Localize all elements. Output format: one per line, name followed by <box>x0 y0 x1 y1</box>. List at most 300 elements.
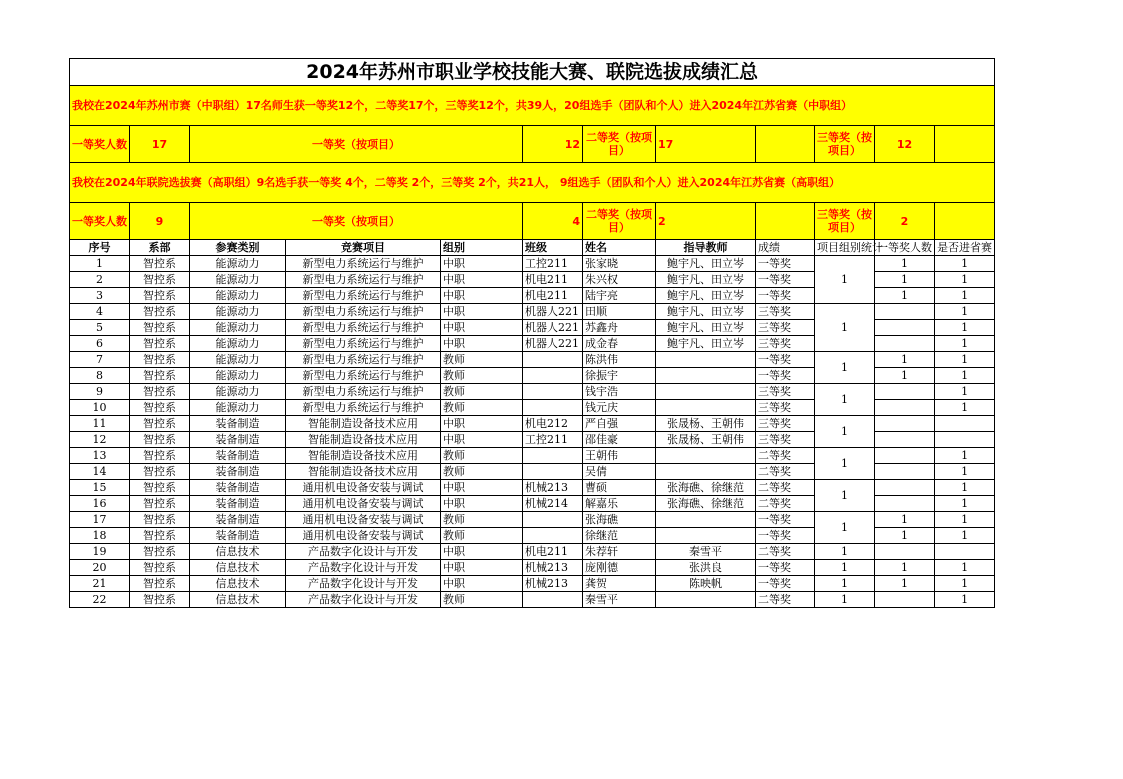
row-dept: 智控系 <box>130 416 190 432</box>
row-name: 成金春 <box>583 336 656 352</box>
row-first-count: 1 <box>875 352 935 368</box>
row-group-stats: 1 <box>815 448 875 480</box>
row-dept: 智控系 <box>130 560 190 576</box>
row-provincial <box>935 432 995 448</box>
row-teacher <box>656 368 756 384</box>
table-row <box>70 416 995 432</box>
row-score: 三等奖 <box>756 400 815 416</box>
row-first-count <box>875 384 935 400</box>
row-category: 能源动力 <box>190 384 286 400</box>
blank-cell <box>756 126 815 163</box>
row-class: 工控211 <box>523 256 583 272</box>
row-teacher: 张海礁、徐继范 <box>656 480 756 496</box>
third-prize-label: 三等奖（按项目） <box>815 203 875 240</box>
row-no: 3 <box>70 288 130 304</box>
row-provincial: 1 <box>935 480 995 496</box>
row-category: 能源动力 <box>190 368 286 384</box>
row-name: 朱荐轩 <box>583 544 656 560</box>
row-dept: 智控系 <box>130 576 190 592</box>
row-score: 一等奖 <box>756 368 815 384</box>
row-score: 三等奖 <box>756 384 815 400</box>
row-provincial: 1 <box>935 400 995 416</box>
row-first-count <box>875 400 935 416</box>
row-item: 新型电力系统运行与维护 <box>286 272 441 288</box>
row-category: 装备制造 <box>190 496 286 512</box>
row-category: 信息技术 <box>190 576 286 592</box>
row-class <box>523 352 583 368</box>
row-name: 严自强 <box>583 416 656 432</box>
row-category: 能源动力 <box>190 352 286 368</box>
row-no: 1 <box>70 256 130 272</box>
row-name: 解嘉乐 <box>583 496 656 512</box>
row-group: 教师 <box>441 368 523 384</box>
row-class <box>523 384 583 400</box>
first-prize-by-item-label: 一等奖（按项目） <box>190 203 523 240</box>
row-teacher: 鲍宇凡、田立岑 <box>656 288 756 304</box>
header-score: 成绩 <box>756 240 815 256</box>
row-teacher: 张晟杨、王朝伟 <box>656 416 756 432</box>
row-class: 机械213 <box>523 576 583 592</box>
row-no: 2 <box>70 272 130 288</box>
first-prize-by-item-label: 一等奖（按项目） <box>190 126 523 163</box>
page-title: 2024年苏州市职业学校技能大赛、联院选拔成绩汇总 <box>70 59 995 86</box>
row-name: 王朝伟 <box>583 448 656 464</box>
row-dept: 智控系 <box>130 288 190 304</box>
row-category: 装备制造 <box>190 464 286 480</box>
row-item: 新型电力系统运行与维护 <box>286 368 441 384</box>
row-provincial: 1 <box>935 352 995 368</box>
row-group-stats: 1 <box>815 544 875 560</box>
header-name: 姓名 <box>583 240 656 256</box>
row-provincial: 1 <box>935 528 995 544</box>
table-row <box>70 560 995 576</box>
row-dept: 智控系 <box>130 384 190 400</box>
third-prize-value: 12 <box>875 126 935 163</box>
row-category: 装备制造 <box>190 480 286 496</box>
row-no: 14 <box>70 464 130 480</box>
row-category: 装备制造 <box>190 416 286 432</box>
row-name: 徐继范 <box>583 528 656 544</box>
row-item: 智能制造设备技术应用 <box>286 416 441 432</box>
row-first-count <box>875 544 935 560</box>
row-no: 13 <box>70 448 130 464</box>
row-provincial: 1 <box>935 304 995 320</box>
row-category: 信息技术 <box>190 560 286 576</box>
table-row <box>70 480 995 496</box>
row-group: 中职 <box>441 304 523 320</box>
row-item: 新型电力系统运行与维护 <box>286 288 441 304</box>
table-header <box>70 240 995 256</box>
row-class: 机械214 <box>523 496 583 512</box>
row-item: 智能制造设备技术应用 <box>286 448 441 464</box>
row-group: 中职 <box>441 544 523 560</box>
row-dept: 智控系 <box>130 368 190 384</box>
row-name: 陈洪伟 <box>583 352 656 368</box>
row-first-count <box>875 416 935 432</box>
row-name: 钱元庆 <box>583 400 656 416</box>
row-group: 中职 <box>441 272 523 288</box>
row-provincial: 1 <box>935 384 995 400</box>
row-item: 智能制造设备技术应用 <box>286 432 441 448</box>
row-item: 产品数字化设计与开发 <box>286 560 441 576</box>
row-item: 新型电力系统运行与维护 <box>286 304 441 320</box>
row-teacher <box>656 464 756 480</box>
row-no: 20 <box>70 560 130 576</box>
row-dept: 智控系 <box>130 496 190 512</box>
row-provincial <box>935 416 995 432</box>
row-group: 教师 <box>441 592 523 608</box>
row-class: 机电212 <box>523 416 583 432</box>
row-class <box>523 448 583 464</box>
row-category: 能源动力 <box>190 304 286 320</box>
row-provincial: 1 <box>935 368 995 384</box>
row-dept: 智控系 <box>130 400 190 416</box>
row-name: 张家晓 <box>583 256 656 272</box>
row-item: 产品数字化设计与开发 <box>286 576 441 592</box>
row-first-count <box>875 304 935 320</box>
row-name: 张海礁 <box>583 512 656 528</box>
header-category: 参赛类别 <box>190 240 286 256</box>
row-dept: 智控系 <box>130 464 190 480</box>
row-group-stats: 1 <box>815 576 875 592</box>
row-no: 9 <box>70 384 130 400</box>
row-first-count: 1 <box>875 272 935 288</box>
row-provincial <box>935 544 995 560</box>
row-provincial: 1 <box>935 560 995 576</box>
row-provincial: 1 <box>935 576 995 592</box>
table-row <box>70 304 995 320</box>
row-no: 5 <box>70 320 130 336</box>
row-teacher <box>656 512 756 528</box>
row-category: 装备制造 <box>190 512 286 528</box>
row-group: 中职 <box>441 576 523 592</box>
row-no: 17 <box>70 512 130 528</box>
row-score: 一等奖 <box>756 272 815 288</box>
table-row <box>70 352 995 368</box>
row-group-stats: 1 <box>815 560 875 576</box>
row-category: 装备制造 <box>190 432 286 448</box>
row-item: 产品数字化设计与开发 <box>286 592 441 608</box>
row-teacher: 鲍宇凡、田立岑 <box>656 272 756 288</box>
row-dept: 智控系 <box>130 512 190 528</box>
row-item: 产品数字化设计与开发 <box>286 544 441 560</box>
row-score: 一等奖 <box>756 576 815 592</box>
row-score: 二等奖 <box>756 496 815 512</box>
row-score: 三等奖 <box>756 432 815 448</box>
table-row <box>70 592 995 608</box>
row-group-stats: 1 <box>815 512 875 544</box>
row-class: 机电211 <box>523 272 583 288</box>
row-first-count: 1 <box>875 288 935 304</box>
results-table <box>69 58 995 608</box>
row-name: 曹硕 <box>583 480 656 496</box>
row-dept: 智控系 <box>130 432 190 448</box>
row-group: 教师 <box>441 400 523 416</box>
row-first-count: 1 <box>875 512 935 528</box>
row-teacher: 陈映帆 <box>656 576 756 592</box>
second-prize-label: 二等奖（按项目） <box>583 203 656 240</box>
row-dept: 智控系 <box>130 592 190 608</box>
row-class: 机器人221 <box>523 304 583 320</box>
first-prize-by-item: 4 <box>523 203 583 240</box>
row-category: 装备制造 <box>190 528 286 544</box>
row-item: 新型电力系统运行与维护 <box>286 256 441 272</box>
row-class <box>523 368 583 384</box>
row-group: 中职 <box>441 416 523 432</box>
row-group-stats: 1 <box>815 416 875 448</box>
row-score: 一等奖 <box>756 560 815 576</box>
row-teacher <box>656 400 756 416</box>
row-no: 6 <box>70 336 130 352</box>
row-score: 三等奖 <box>756 304 815 320</box>
row-score: 二等奖 <box>756 592 815 608</box>
row-first-count <box>875 592 935 608</box>
row-name: 吴倩 <box>583 464 656 480</box>
row-provincial: 1 <box>935 288 995 304</box>
row-category: 装备制造 <box>190 448 286 464</box>
table-row <box>70 512 995 528</box>
row-no: 11 <box>70 416 130 432</box>
row-group: 中职 <box>441 560 523 576</box>
row-class: 机电211 <box>523 544 583 560</box>
row-name: 朱兴权 <box>583 272 656 288</box>
row-group: 教师 <box>441 448 523 464</box>
row-category: 能源动力 <box>190 336 286 352</box>
row-score: 一等奖 <box>756 528 815 544</box>
first-prize-by-item: 12 <box>523 126 583 163</box>
row-provincial: 1 <box>935 512 995 528</box>
row-class: 机械213 <box>523 560 583 576</box>
third-prize-value: 2 <box>875 203 935 240</box>
row-no: 18 <box>70 528 130 544</box>
summary-secondary-school: 我校在2024年苏州市赛（中职组）17名师生获一等奖12个，二等奖17个，三等奖12个，共39人，20组选手（团队和个人）进入2024年江苏省赛（中职组） <box>70 86 995 126</box>
row-teacher: 鲍宇凡、田立岑 <box>656 320 756 336</box>
row-category: 能源动力 <box>190 288 286 304</box>
row-score: 二等奖 <box>756 464 815 480</box>
row-score: 二等奖 <box>756 544 815 560</box>
row-item: 通用机电设备安装与调试 <box>286 496 441 512</box>
table-row <box>70 576 995 592</box>
row-first-count: 1 <box>875 368 935 384</box>
row-score: 三等奖 <box>756 336 815 352</box>
first-prize-count: 17 <box>130 126 190 163</box>
first-prize-count: 9 <box>130 203 190 240</box>
row-category: 能源动力 <box>190 272 286 288</box>
row-name: 邵佳豪 <box>583 432 656 448</box>
header-no: 序号 <box>70 240 130 256</box>
header-class: 班级 <box>523 240 583 256</box>
row-class <box>523 528 583 544</box>
row-group-stats: 1 <box>815 384 875 416</box>
row-item: 通用机电设备安装与调试 <box>286 528 441 544</box>
row-score: 三等奖 <box>756 320 815 336</box>
row-name: 龚贺 <box>583 576 656 592</box>
row-class: 机电211 <box>523 288 583 304</box>
row-name: 徐振宇 <box>583 368 656 384</box>
row-score: 一等奖 <box>756 256 815 272</box>
row-provincial: 1 <box>935 256 995 272</box>
row-category: 信息技术 <box>190 544 286 560</box>
row-name: 庞刚德 <box>583 560 656 576</box>
row-provincial: 1 <box>935 496 995 512</box>
row-teacher <box>656 528 756 544</box>
row-item: 通用机电设备安装与调试 <box>286 512 441 528</box>
row-dept: 智控系 <box>130 448 190 464</box>
row-name: 田顺 <box>583 304 656 320</box>
row-first-count <box>875 448 935 464</box>
row-score: 二等奖 <box>756 480 815 496</box>
row-group: 教师 <box>441 512 523 528</box>
row-category: 信息技术 <box>190 592 286 608</box>
third-prize-label: 三等奖（按项目） <box>815 126 875 163</box>
row-no: 4 <box>70 304 130 320</box>
row-dept: 智控系 <box>130 544 190 560</box>
row-first-count <box>875 496 935 512</box>
row-group: 教师 <box>441 384 523 400</box>
header-provincial: 是否进省赛 <box>935 240 995 256</box>
row-first-count <box>875 432 935 448</box>
row-teacher: 鲍宇凡、田立岑 <box>656 256 756 272</box>
row-group: 中职 <box>441 320 523 336</box>
blank-cell <box>935 203 995 240</box>
row-group-stats: 1 <box>815 592 875 608</box>
row-group-stats: 1 <box>815 480 875 512</box>
blank-cell <box>756 203 815 240</box>
header-first-count: 一等奖人数 <box>875 240 935 256</box>
row-group: 中职 <box>441 336 523 352</box>
row-teacher: 张晟杨、王朝伟 <box>656 432 756 448</box>
row-no: 10 <box>70 400 130 416</box>
row-no: 15 <box>70 480 130 496</box>
header-dept: 系部 <box>130 240 190 256</box>
row-item: 新型电力系统运行与维护 <box>286 320 441 336</box>
row-dept: 智控系 <box>130 480 190 496</box>
summary-college: 我校在2024年联院选拔赛（高职组）9名选手获一等奖 4个，二等奖 2个，三等奖 2个，共21人， 9组选手（团队和个人）进入2024年江苏省赛（高职组） <box>70 163 995 203</box>
row-teacher <box>656 384 756 400</box>
header-group: 组别 <box>441 240 523 256</box>
row-first-count <box>875 464 935 480</box>
header-group-stats: 项目组别统计 <box>815 240 875 256</box>
row-category: 能源动力 <box>190 320 286 336</box>
row-dept: 智控系 <box>130 256 190 272</box>
row-item: 新型电力系统运行与维护 <box>286 336 441 352</box>
row-no: 21 <box>70 576 130 592</box>
row-name: 钱宇浩 <box>583 384 656 400</box>
row-group: 中职 <box>441 480 523 496</box>
row-teacher: 秦雪平 <box>656 544 756 560</box>
row-dept: 智控系 <box>130 528 190 544</box>
table-row <box>70 544 995 560</box>
row-dept: 智控系 <box>130 320 190 336</box>
row-name: 苏鑫舟 <box>583 320 656 336</box>
row-name: 陆宇亮 <box>583 288 656 304</box>
row-item: 通用机电设备安装与调试 <box>286 480 441 496</box>
row-group: 中职 <box>441 496 523 512</box>
row-dept: 智控系 <box>130 336 190 352</box>
table-row <box>70 384 995 400</box>
row-group-stats: 1 <box>815 352 875 384</box>
row-group-stats: 1 <box>815 304 875 352</box>
row-teacher: 鲍宇凡、田立岑 <box>656 304 756 320</box>
second-prize-value: 2 <box>656 203 756 240</box>
row-no: 22 <box>70 592 130 608</box>
row-score: 二等奖 <box>756 448 815 464</box>
row-group: 教师 <box>441 464 523 480</box>
header-teacher: 指导教师 <box>656 240 756 256</box>
row-category: 能源动力 <box>190 400 286 416</box>
second-prize-value: 17 <box>656 126 756 163</box>
row-teacher <box>656 352 756 368</box>
row-item: 新型电力系统运行与维护 <box>286 400 441 416</box>
row-class: 机械213 <box>523 480 583 496</box>
row-class: 机器人221 <box>523 320 583 336</box>
row-class <box>523 400 583 416</box>
row-first-count: 1 <box>875 576 935 592</box>
row-item: 新型电力系统运行与维护 <box>286 384 441 400</box>
row-no: 19 <box>70 544 130 560</box>
row-provincial: 1 <box>935 592 995 608</box>
row-score: 三等奖 <box>756 416 815 432</box>
row-first-count <box>875 480 935 496</box>
row-provincial: 1 <box>935 464 995 480</box>
row-teacher: 张海礁、徐继范 <box>656 496 756 512</box>
row-no: 8 <box>70 368 130 384</box>
row-class <box>523 512 583 528</box>
first-prize-count-label: 一等奖人数 <box>70 126 130 163</box>
row-teacher: 张洪良 <box>656 560 756 576</box>
table-row <box>70 256 995 272</box>
row-first-count: 1 <box>875 560 935 576</box>
row-provincial: 1 <box>935 272 995 288</box>
row-group: 教师 <box>441 528 523 544</box>
row-teacher <box>656 448 756 464</box>
row-provincial: 1 <box>935 320 995 336</box>
table-row <box>70 448 995 464</box>
row-provincial: 1 <box>935 336 995 352</box>
blank-cell <box>935 126 995 163</box>
row-dept: 智控系 <box>130 304 190 320</box>
row-no: 7 <box>70 352 130 368</box>
row-class <box>523 464 583 480</box>
row-name: 秦雪平 <box>583 592 656 608</box>
row-item: 新型电力系统运行与维护 <box>286 352 441 368</box>
row-teacher: 鲍宇凡、田立岑 <box>656 336 756 352</box>
row-dept: 智控系 <box>130 352 190 368</box>
row-no: 12 <box>70 432 130 448</box>
row-group: 中职 <box>441 288 523 304</box>
row-group: 中职 <box>441 432 523 448</box>
row-no: 16 <box>70 496 130 512</box>
row-score: 一等奖 <box>756 512 815 528</box>
row-score: 一等奖 <box>756 288 815 304</box>
header-item: 竞赛项目 <box>286 240 441 256</box>
row-group: 中职 <box>441 256 523 272</box>
row-group-stats: 1 <box>815 256 875 304</box>
row-first-count <box>875 320 935 336</box>
row-provincial: 1 <box>935 448 995 464</box>
row-class: 机器人221 <box>523 336 583 352</box>
row-teacher <box>656 592 756 608</box>
row-first-count <box>875 336 935 352</box>
row-dept: 智控系 <box>130 272 190 288</box>
row-item: 智能制造设备技术应用 <box>286 464 441 480</box>
row-group: 教师 <box>441 352 523 368</box>
second-prize-label: 二等奖（按项目） <box>583 126 656 163</box>
first-prize-count-label: 一等奖人数 <box>70 203 130 240</box>
row-first-count: 1 <box>875 528 935 544</box>
row-class <box>523 592 583 608</box>
row-first-count: 1 <box>875 256 935 272</box>
